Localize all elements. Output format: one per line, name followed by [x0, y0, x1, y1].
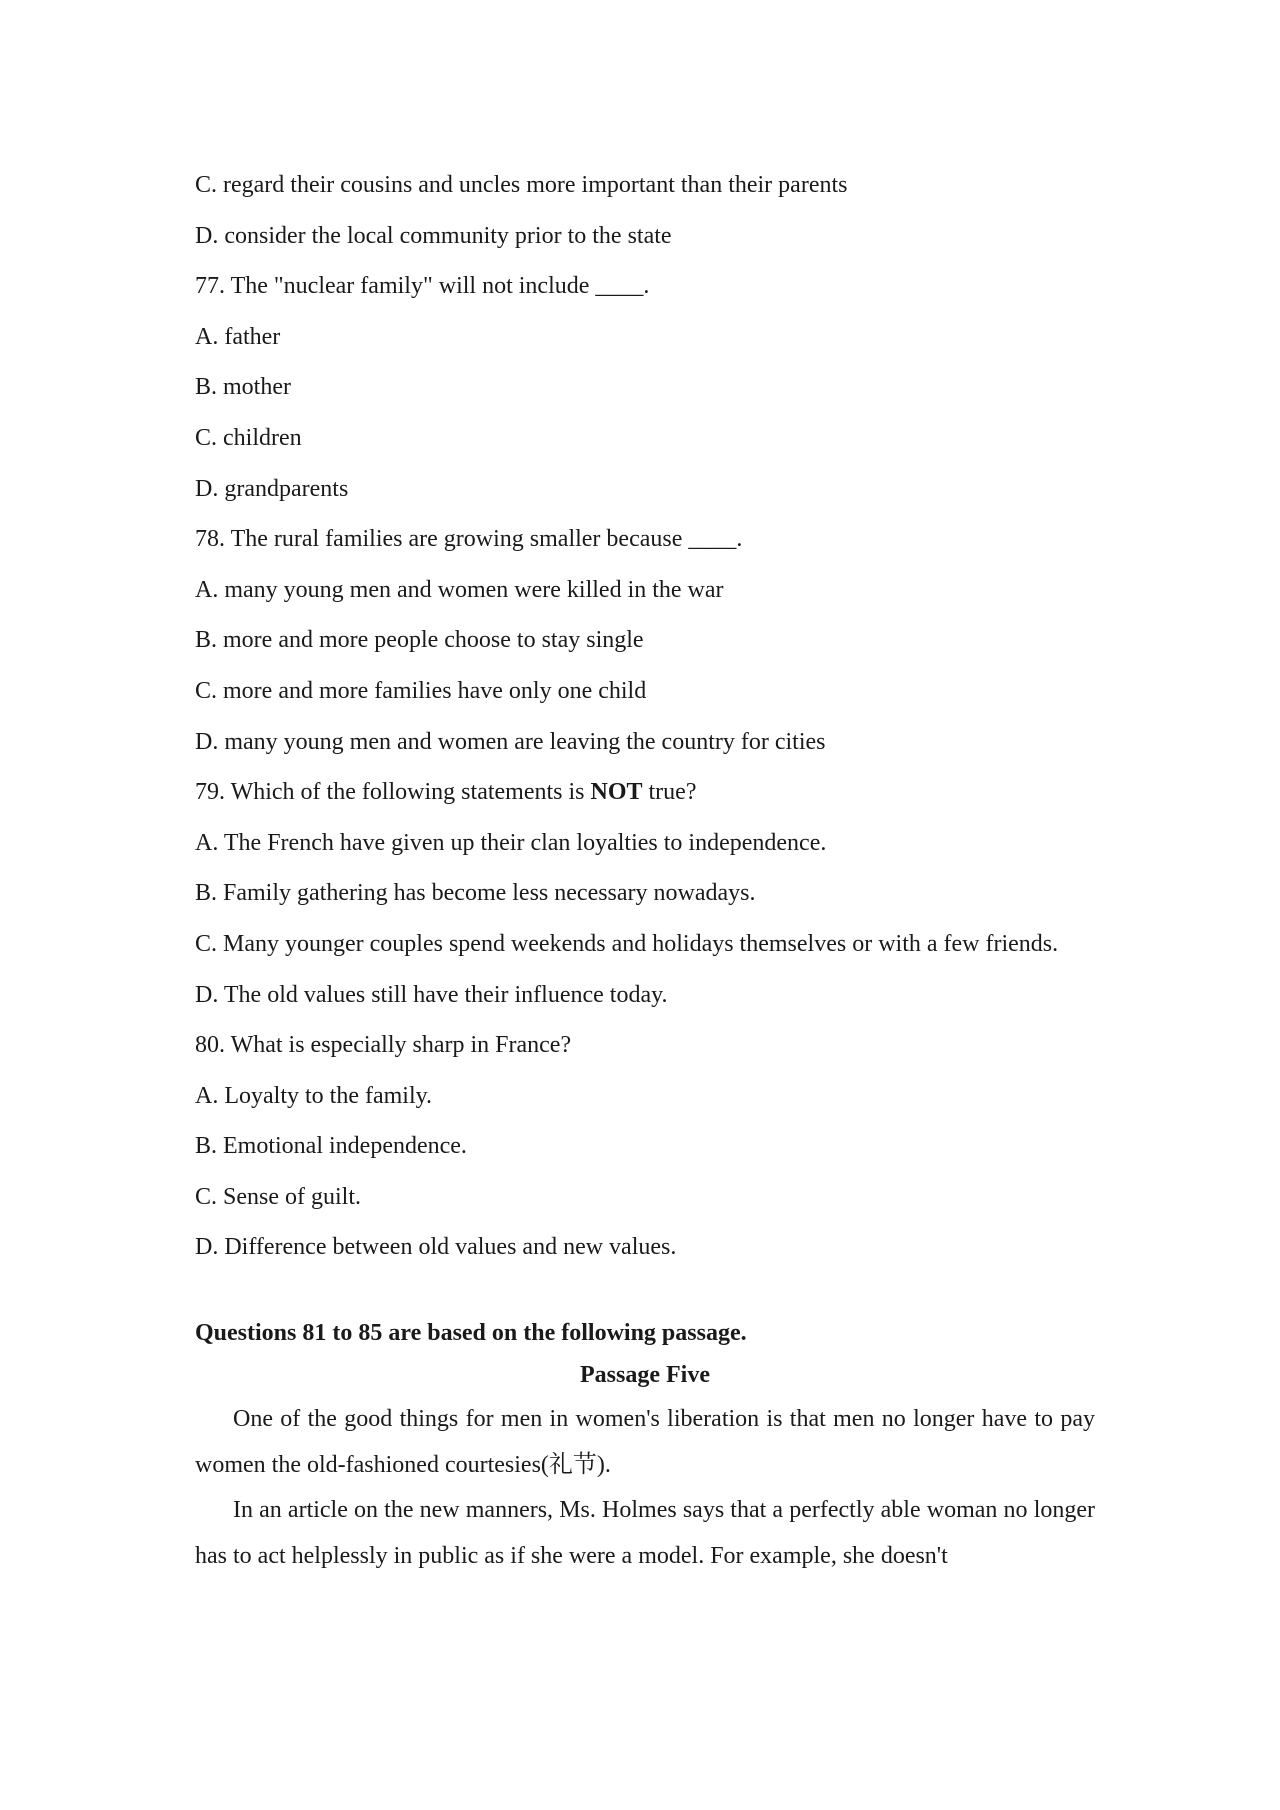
- q78-stem: 78. The rural families are growing smaller because ____.: [195, 526, 743, 553]
- q79-option-c: C. Many younger couples spend weekends and holidays themselves or with a few friends.: [195, 930, 1059, 957]
- passage-paragraph: In an article on the new manners, Ms. Holmes says that a perfectly able woman no longer has to act helplessly in public as if she were a model. For example, she doesn't: [195, 1497, 1095, 1569]
- exam-page: [195, 160, 1095, 1579]
- q79-stem-after: true?: [642, 779, 697, 806]
- q77-option-b: B. mother: [195, 374, 291, 401]
- q78-option-d: D. many young men and women are leaving the country for cities: [195, 728, 826, 755]
- q80-option-d: D. Difference between old values and new values.: [195, 1234, 677, 1261]
- q76-option-c: C. regard their cousins and uncles more important than their parents: [195, 172, 848, 198]
- passage-paragraph: One of the good things for men in women's liberation is that men no longer have to pay women the old-fashioned courtesies(礼节).: [195, 1406, 1095, 1478]
- q77-stem: 77. The "nuclear family" will not include ____.: [195, 273, 650, 300]
- q80-option-c: C. Sense of guilt.: [195, 1183, 361, 1210]
- q77-option-a: A. father: [195, 323, 281, 350]
- q79-option-a: A. The French have given up their clan loyalties to independence.: [195, 829, 827, 856]
- q77-option-d: D. grandparents: [195, 475, 349, 502]
- q78-option-a: A. many young men and women were killed in the war: [195, 576, 724, 603]
- q79-stem-emphasis: NOT: [590, 779, 643, 806]
- q80-option-b: B. Emotional independence.: [195, 1133, 467, 1160]
- passage-title: Passage Five: [580, 1362, 710, 1389]
- q79-stem: [195, 767, 1095, 818]
- q80-option-a: A. Loyalty to the family.: [195, 1082, 433, 1109]
- passage-five-section: [195, 1313, 1095, 1579]
- q77-option-c: C. children: [195, 424, 302, 451]
- section-heading: Questions 81 to 85 are based on the following passage.: [195, 1320, 747, 1347]
- q79-option-b: B. Family gathering has become less necessary nowadays.: [195, 880, 756, 907]
- q80-stem: 80. What is especially sharp in France?: [195, 1032, 572, 1059]
- q79-stem-before: 79. Which of the following statements is: [195, 779, 591, 806]
- q78-option-b: B. more and more people choose to stay single: [195, 627, 644, 654]
- q78-option-c: C. more and more families have only one child: [195, 677, 647, 704]
- q79-option-d: D. The old values still have their influence today.: [195, 981, 668, 1008]
- q76-option-d: D. consider the local community prior to the state: [195, 222, 672, 249]
